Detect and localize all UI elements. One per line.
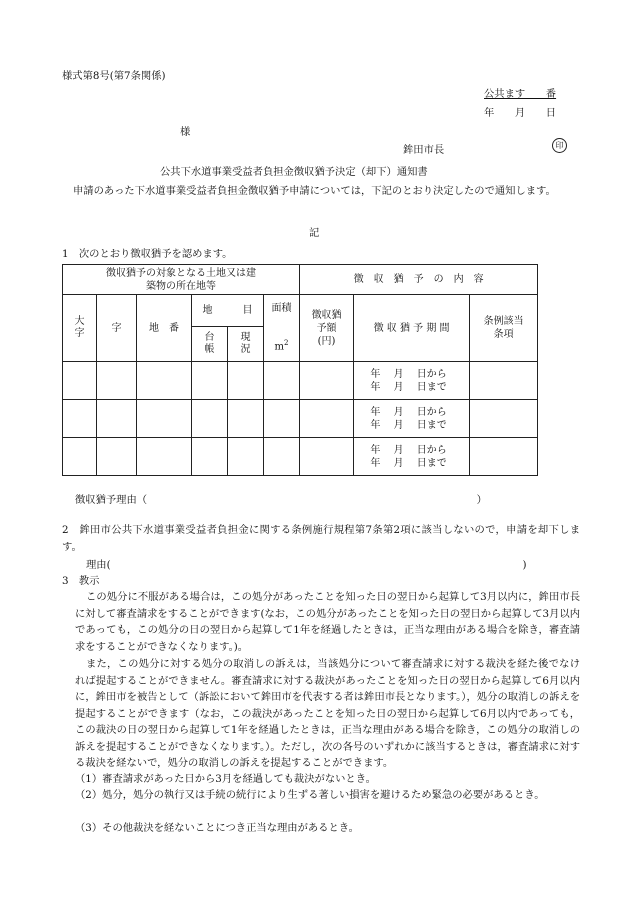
- teaching-paragraph-1: この処分に不服がある場合は，この処分があったことを知った日の翌日から起算して3月以内に，鉾田市長に対して審査請求をすることができます(なお，この処分があったことを知った日の翌日から起算して3月以内であっても，この処分の日の翌日から起算して1年を経過したときは，正当な理由がある場合を除き，審査請求をすることができなくなります。)。: [75, 591, 580, 653]
- col-genkyou: 現況: [228, 327, 264, 362]
- list-item: （3）その他裁決を経ないことにつき正当な理由があるとき。: [75, 822, 359, 834]
- rejection-reason: 理由( ): [86, 559, 527, 571]
- list-item: （1）審査請求があった日から3月を経過しても裁決がないとき。: [75, 773, 376, 785]
- col-chimoku: 地 目: [192, 295, 264, 327]
- section1-heading: 1 次のとおり徴収猶予を認めます。: [62, 248, 233, 260]
- deferral-reason: 徴収猶予理由（ ）: [75, 494, 487, 506]
- table-row: [63, 400, 538, 438]
- addressee: 様: [180, 126, 191, 138]
- list-item: （2）処分，処分の執行又は手続の続行により生ずる著しい損害を避けるため緊急の必要があるとき。: [75, 789, 545, 801]
- col-chiban: 地 番: [137, 295, 192, 362]
- teaching-paragraph-2: また，この処分に対する処分の取消しの訴えは，当該処分について審査請求に対する裁決を経た後でなければ提起することができません。審査請求に対する裁決があったことを知った日の翌日から起算して6月以内に，鉾田市を被告として（訴訟において鉾田市を代表する者は鉾田市長となります。），処分の取消しの訴えを提起することができます（なお，この裁決があったことを知った日の翌日から起算して6月以内であっても，この裁決の日の翌日から起算して1年を経過したときは，正当な理由がある場合を除き，この処分の取消しの訴えを提起することができなくなります。）。ただし，次の各号のいずれかに該当するときは，審査請求に対する裁決を経ないで，処分の取消しの訴えを提起することができます。: [75, 658, 580, 769]
- col-aza: 字: [97, 295, 137, 362]
- deferral-table: [62, 264, 538, 476]
- section2-text: 2 鉾田市公共下水道事業受益者負担金に関する条例施行規程第7条第2項に該当しないので，申請を却下します。: [62, 524, 580, 553]
- document-number: 公共ます 番: [484, 88, 557, 100]
- form-number: 様式第8号(第7条関係): [62, 70, 166, 82]
- section3-heading: 3 教示: [62, 575, 100, 587]
- col-oaza: 大字: [63, 295, 97, 362]
- document-date: 年 月 日: [484, 107, 557, 119]
- ki-heading: 記: [309, 227, 320, 239]
- col-daichou: 台帳: [192, 327, 228, 362]
- period-cell: 年 月 日から 年 月 日まで: [354, 362, 470, 400]
- header-content: 徴 収 猶 予 の 内 容: [300, 265, 538, 295]
- header-land: 徴収猶予の対象となる土地又は建築物の所在地等: [63, 265, 300, 295]
- col-amount: 徴収猶予額(円): [300, 295, 354, 362]
- col-menseki: 面積 $m^2$: [264, 295, 300, 362]
- period-cell: 年 月 日から 年 月 日まで: [354, 400, 470, 438]
- intro-text: 申請のあった下水道事業受益者負担金徴収猶予申請については，下記のとおり決定したので通知します。: [73, 185, 556, 197]
- col-article: 条例該当条項: [470, 295, 538, 362]
- col-period: 徴 収 猶 予 期 間: [354, 295, 470, 362]
- table-row: [63, 362, 538, 400]
- seal-mark: 印: [552, 138, 567, 153]
- table-row: [63, 438, 538, 476]
- document-title: 公共下水道事業受益者負担金徴収猶予決定（却下）通知書: [160, 166, 428, 178]
- issuer-name: 鉾田市長: [403, 144, 445, 156]
- period-cell: 年 月 日から 年 月 日まで: [354, 438, 470, 476]
